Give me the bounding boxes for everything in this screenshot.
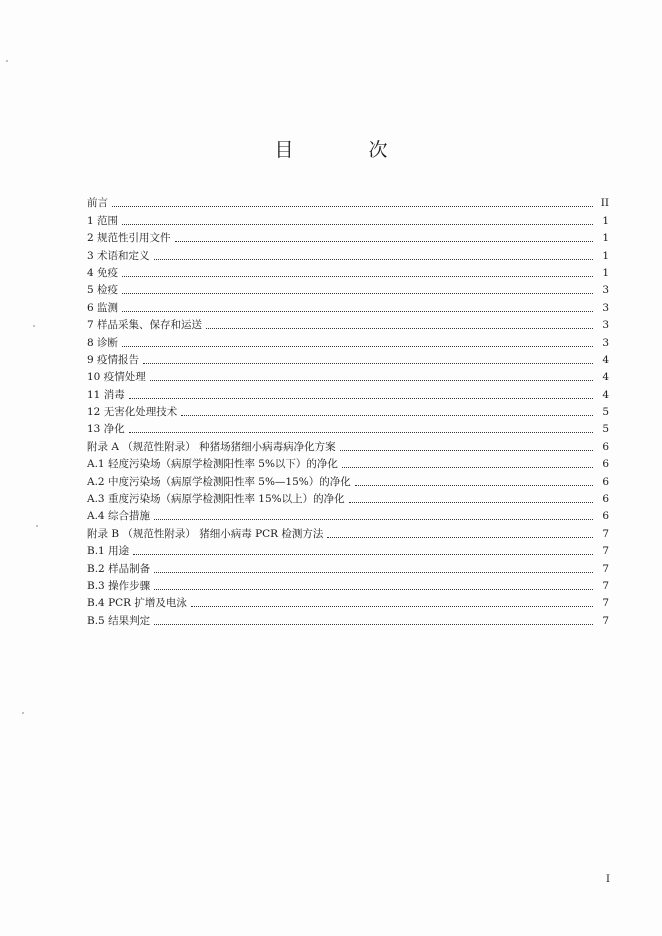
toc-entry[interactable] bbox=[87, 593, 609, 610]
toc-entry[interactable] bbox=[87, 297, 609, 314]
dot-leader bbox=[122, 346, 593, 347]
toc-entry[interactable] bbox=[87, 454, 609, 471]
dot-leader bbox=[340, 450, 593, 451]
toc-entry-page-number: 7 bbox=[602, 597, 609, 610]
toc-entry-label: B.4 PCR 扩增及电泳 bbox=[87, 597, 187, 610]
toc-entry-page-number: 7 bbox=[602, 579, 609, 592]
toc-entry[interactable] bbox=[87, 263, 609, 280]
toc-entry-label: 附录 B （规范性附录） 猪细小病毒 PCR 检测方法 bbox=[87, 527, 324, 540]
toc-entry-label: 13 净化 bbox=[87, 423, 125, 436]
dot-leader bbox=[154, 259, 593, 260]
toc-entry[interactable] bbox=[87, 558, 609, 575]
toc-entry[interactable] bbox=[87, 384, 609, 401]
toc-entry-label: 12 无害化处理技术 bbox=[87, 406, 178, 419]
toc-entry[interactable] bbox=[87, 280, 609, 297]
dot-leader bbox=[206, 328, 593, 329]
toc-entry[interactable] bbox=[87, 402, 609, 419]
scan-mark bbox=[33, 325, 35, 327]
toc-entry[interactable] bbox=[87, 541, 609, 558]
toc-entry[interactable] bbox=[87, 228, 609, 245]
toc-entry-page-number: 3 bbox=[602, 284, 609, 297]
toc-entry-page-number: 5 bbox=[602, 423, 609, 436]
toc-entry[interactable] bbox=[87, 315, 609, 332]
toc-entry-page-number: 7 bbox=[602, 614, 609, 627]
toc-entry-page-number: 3 bbox=[602, 301, 609, 314]
dot-leader bbox=[355, 485, 593, 486]
toc-entry-page-number: 1 bbox=[602, 232, 609, 245]
toc-entry-label: B.3 操作步骤 bbox=[87, 579, 151, 592]
dot-leader bbox=[112, 206, 593, 207]
toc-entry[interactable] bbox=[87, 471, 609, 488]
dot-leader bbox=[154, 519, 593, 520]
toc-entry[interactable] bbox=[87, 436, 609, 453]
toc-entry-page-number: 5 bbox=[602, 406, 609, 419]
toc-entry-label: B.1 用途 bbox=[87, 545, 130, 558]
page-number: I bbox=[606, 874, 610, 885]
toc-entry-label: 2 规范性引用文件 bbox=[87, 232, 171, 245]
toc-entry-page-number: 6 bbox=[602, 475, 609, 488]
dot-leader bbox=[122, 311, 593, 312]
dot-leader bbox=[175, 241, 593, 242]
toc-entry-label: 9 疫情报告 bbox=[87, 353, 140, 366]
toc-entry-page-number: 6 bbox=[602, 458, 609, 471]
toc-entry-page-number: 7 bbox=[602, 527, 609, 540]
toc-entry-label: A.4 综合措施 bbox=[87, 510, 150, 523]
toc-entry[interactable] bbox=[87, 210, 609, 227]
toc-entry-label: 7 样品采集、保存和运送 bbox=[87, 319, 203, 332]
toc-entry-page-number: 4 bbox=[602, 353, 609, 366]
toc-entry-page-number: 6 bbox=[602, 510, 609, 523]
toc-entry[interactable] bbox=[87, 506, 609, 523]
toc-entry-page-number: 1 bbox=[602, 266, 609, 279]
scan-mark bbox=[36, 525, 38, 527]
scan-mark bbox=[22, 712, 24, 714]
toc-entry-label: 3 术语和定义 bbox=[87, 249, 150, 262]
dot-leader bbox=[154, 572, 593, 573]
toc-entry-page-number: II bbox=[600, 197, 609, 210]
dot-leader bbox=[143, 363, 593, 364]
toc-entry-label: 1 范围 bbox=[87, 214, 119, 227]
toc-entry-page-number: 3 bbox=[602, 319, 609, 332]
toc-entry[interactable] bbox=[87, 419, 609, 436]
table-of-contents bbox=[87, 193, 609, 628]
dot-leader bbox=[349, 502, 593, 503]
toc-entry[interactable] bbox=[87, 367, 609, 384]
toc-entry-label: 5 检疫 bbox=[87, 284, 119, 297]
toc-entry-page-number: 4 bbox=[602, 388, 609, 401]
toc-entry-page-number: 6 bbox=[602, 493, 609, 506]
toc-entry-page-number: 7 bbox=[602, 545, 609, 558]
toc-entry[interactable] bbox=[87, 350, 609, 367]
toc-entry-label: 6 监测 bbox=[87, 301, 119, 314]
toc-entry-page-number: 1 bbox=[602, 249, 609, 262]
dot-leader bbox=[154, 624, 593, 625]
toc-entry-page-number: 1 bbox=[602, 214, 609, 227]
dot-leader bbox=[191, 606, 593, 607]
toc-entry-label: B.2 样品制备 bbox=[87, 562, 151, 575]
toc-entry[interactable] bbox=[87, 193, 609, 210]
dot-leader bbox=[122, 276, 593, 277]
toc-entry-page-number: 3 bbox=[602, 336, 609, 349]
toc-entry-label: A.3 重度污染场（病原学检测阳性率 15%以上）的净化 bbox=[87, 493, 345, 506]
dot-leader bbox=[133, 554, 593, 555]
dot-leader bbox=[150, 380, 593, 381]
toc-entry-page-number: 6 bbox=[602, 440, 609, 453]
toc-entry-page-number: 4 bbox=[602, 371, 609, 384]
dot-leader bbox=[122, 224, 593, 225]
toc-entry[interactable] bbox=[87, 489, 609, 506]
dot-leader bbox=[154, 589, 593, 590]
page-title: 目 次 bbox=[274, 139, 416, 161]
dot-leader bbox=[181, 415, 593, 416]
dot-leader bbox=[122, 293, 593, 294]
dot-leader bbox=[327, 537, 593, 538]
toc-entry-label: 10 疫情处理 bbox=[87, 371, 146, 384]
toc-entry-label: 前言 bbox=[87, 197, 108, 210]
toc-entry[interactable] bbox=[87, 576, 609, 593]
toc-entry[interactable] bbox=[87, 610, 609, 627]
toc-entry[interactable] bbox=[87, 332, 609, 349]
toc-entry-label: 8 诊断 bbox=[87, 336, 119, 349]
toc-entry-label: 4 免疫 bbox=[87, 266, 119, 279]
toc-entry-label: 11 消毒 bbox=[87, 388, 125, 401]
dot-leader bbox=[129, 398, 593, 399]
scan-mark bbox=[6, 60, 8, 62]
dot-leader bbox=[129, 432, 593, 433]
toc-entry[interactable] bbox=[87, 523, 609, 540]
toc-entry-label: A.1 轻度污染场（病原学检测阳性率 5%以下）的净化 bbox=[87, 458, 338, 471]
toc-entry-label: B.5 结果判定 bbox=[87, 614, 151, 627]
toc-entry-label: 附录 A （规范性附录） 种猪场猪细小病毒病净化方案 bbox=[87, 440, 336, 453]
toc-entry-label: A.2 中度污染场（病原学检测阳性率 5%—15%）的净化 bbox=[87, 475, 351, 488]
dot-leader bbox=[342, 467, 593, 468]
toc-entry[interactable] bbox=[87, 245, 609, 262]
toc-entry-page-number: 7 bbox=[602, 562, 609, 575]
